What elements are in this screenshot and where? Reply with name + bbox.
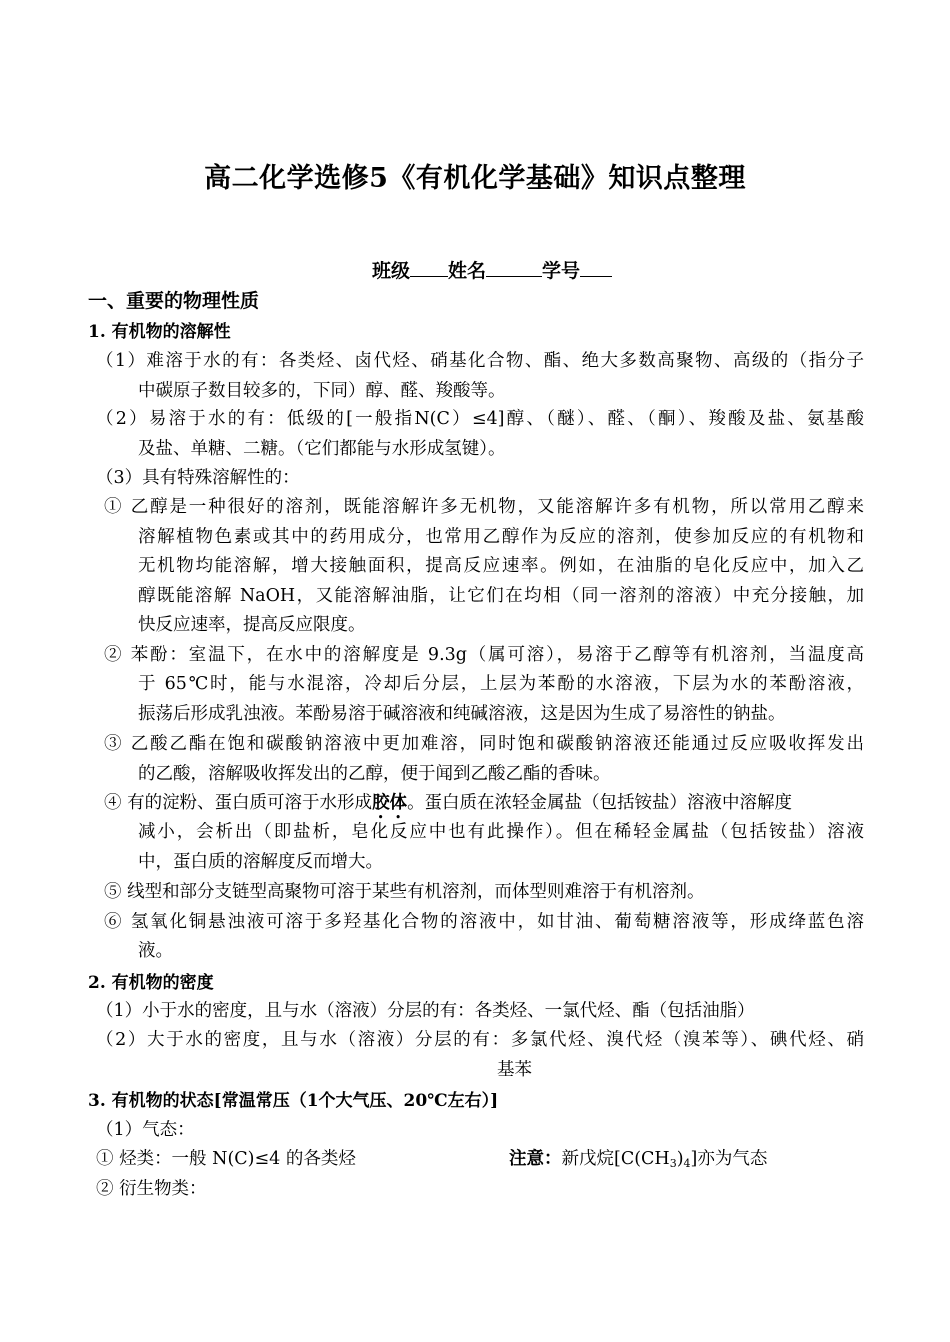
class-blank[interactable] <box>410 258 448 277</box>
list-item-line: 中，蛋白质的溶解度反而增大。 <box>138 852 383 872</box>
id-label: 学号 <box>542 260 581 282</box>
list-item-line: 醇既能溶解 NaOH，又能溶解油脂，让它们在均相（同一溶剂的溶液）中充分接触，加 <box>138 586 864 606</box>
student-info-line <box>372 256 612 283</box>
list-item-line: ① 烃类：一般 N(C)≤4 的各类烃 <box>96 1149 356 1169</box>
paragraph-line: （1）小于水的密度，且与水（溶液）分层的有：各类烃、一氯代烃、酯（包括油脂） <box>96 1001 755 1021</box>
page-title: 高二化学选修5《有机化学基础》知识点整理 <box>204 163 746 194</box>
list-item-line: 液。 <box>138 941 173 961</box>
class-label: 班级 <box>372 260 411 282</box>
section-heading: 一、重要的物理性质 <box>88 290 260 312</box>
paragraph-line: （1）气态： <box>96 1120 195 1140</box>
list-item-line: ② 苯酚：室温下，在水中的溶解度是 9.3g（属可溶），易溶于乙醇等有机溶剂，当温度高 <box>104 645 864 665</box>
list-item-line: ② 衍生物类： <box>96 1179 207 1199</box>
paragraph-line: 及盐、单糖、二糖。（它们都能与水形成氢键）。 <box>138 439 506 459</box>
emphasized-term: 胶体 <box>372 793 408 813</box>
list-item-line: 溶解植物色素或其中的药用成分，也常用乙醇作为反应的溶剂，使参加反应的有机物和 <box>138 527 864 547</box>
list-item-line: ⑤ 线型和部分支链型高聚物可溶于某些有机溶剂，而体型则难溶于有机溶剂。 <box>104 882 705 902</box>
list-item-line: 的乙酸，溶解吸收挥发出的乙醇，便于闻到乙酸乙酯的香味。 <box>138 764 611 784</box>
name-blank[interactable] <box>486 258 542 277</box>
paragraph-line: 中碳原子数目较多的，下同）醇、醛、羧酸等。 <box>138 381 506 401</box>
paragraph-line: 基苯 <box>497 1060 532 1080</box>
list-item-line: 快反应速率，提高反应限度。 <box>138 615 366 635</box>
list-item-line: 减小，会析出（即盐析，皂化反应中也有此操作）。但在稀轻金属盐（包括铵盐）溶液 <box>138 822 864 842</box>
name-label: 姓名 <box>448 260 487 282</box>
list-item-line: ① 乙醇是一种很好的溶剂，既能溶解许多无机物，又能溶解许多有机物，所以常用乙醇来 <box>104 497 864 517</box>
note-label: 注意： <box>509 1149 562 1169</box>
note-line: 注意：新戊烷$[C(CH_3)_4]$亦为气态 <box>509 1149 768 1170</box>
list-item-line: 无机物均能溶解，增大接触面积，提高反应速率。例如，在油脂的皂化反应中，加入乙 <box>138 556 864 576</box>
paragraph-line: （3）具有特殊溶解性的： <box>96 468 300 488</box>
list-item-line: ④ 有的淀粉、蛋白质可溶于水形成胶体。蛋白质在浓轻金属盐（包括铵盐）溶液中溶解度 <box>104 793 793 813</box>
list-item-line: 振荡后形成乳浊液。苯酚易溶于碱溶液和纯碱溶液，这是因为生成了易溶性的钠盐。 <box>138 704 786 724</box>
subsection-heading: 1. 有机物的溶解性 <box>88 322 231 342</box>
list-item-line: 于 65℃时，能与水混溶，冷却后分层，上层为苯酚的水溶液，下层为水的苯酚溶液， <box>138 674 864 694</box>
paragraph-line: （1）难溶于水的有：各类烃、卤代烃、硝基化合物、酯、绝大多数高聚物、高级的（指分子 <box>96 351 864 371</box>
subsection-heading: 2. 有机物的密度 <box>88 973 214 993</box>
id-blank[interactable] <box>580 258 612 277</box>
subsection-heading: 3. 有机物的状态[常温常压（1个大气压、20℃左右）] <box>88 1091 499 1111</box>
list-item-line: ③ 乙酸乙酯在饱和碳酸钠溶液中更加难溶，同时饱和碳酸钠溶液还能通过反应吸收挥发出 <box>104 734 864 754</box>
list-item-line: ⑥ 氢氧化铜悬浊液可溶于多羟基化合物的溶液中，如甘油、葡萄糖溶液等，形成绛蓝色溶 <box>104 912 864 932</box>
paragraph-line: （2）易溶于水的有：低级的[一般指N(C）≤4]醇、（醚）、醛、（酮）、羧酸及盐、氨基酸 <box>96 409 864 429</box>
paragraph-line: （2）大于水的密度，且与水（溶液）分层的有：多氯代烃、溴代烃（溴苯等）、碘代烃、硝 <box>96 1030 864 1050</box>
